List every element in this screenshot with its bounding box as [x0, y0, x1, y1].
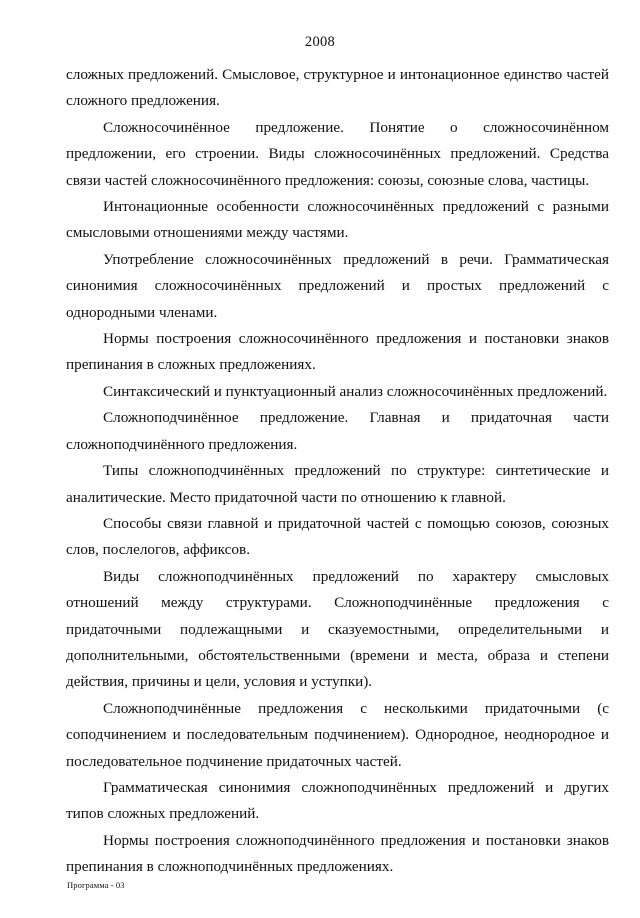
paragraph-complex-norms: Нормы построения сложноподчинённого предложения и постановки знаков препинания в сложноподчинённых предложениях. — [66, 831, 609, 876]
paragraph-multiple-clauses: Сложноподчинённые предложения с несколькими придаточными (с соподчинением и последовательным подчинением). Однородное, неоднородное и последовательное подчинение придаточных частей. — [66, 699, 609, 770]
paragraph-compound-analysis: Синтаксический и пунктуационный анализ сложносочинённых предложений. — [103, 382, 608, 400]
paragraph-complex-types: Типы сложноподчинённых предложений по структуре: синтетические и аналитические. Место придаточной части по отношению к главной. — [66, 462, 609, 506]
page-year: 2008 — [304, 34, 336, 50]
footer-program-label: Программа - 03 — [67, 880, 125, 890]
body-text — [66, 62, 609, 881]
paragraph-compound-sentence: Сложносочинённое предложение. Понятие о сложносочинённом предложении, его строении. Виды сложносочинённых предложений. Средства связи частей сложносочинённого предложения: союзы, союзные слова, частицы. — [66, 118, 609, 189]
paragraph-intonation: Интонационные особенности сложносочинённых предложений с разными смысловыми отношениями между частями. — [66, 198, 609, 242]
paragraph-connection-means: Способы связи главной и придаточной частей с помощью союзов, союзных слов, послелогов, аффиксов. — [66, 514, 609, 559]
paragraph-usage-in-speech: Употребление сложносочинённых предложений в речи. Грамматическая синонимия сложносочинённых предложений и простых предложений с однородными членами. — [66, 250, 609, 321]
paragraph-synonymy: Грамматическая синонимия сложноподчинённых предложений и других типов сложных предложений. — [66, 778, 609, 823]
paragraph-continuation: сложных предложений. Смысловое, структурное и интонационное единство частей сложного предложения. — [66, 66, 609, 110]
paragraph-semantic-kinds: Виды сложноподчинённых предложений по характеру смысловых отношений между структурами. Сложноподчинённые предложения с придаточными подлежащными и сказуемостными, определительными и дополнительными, обстоятельственными (времени и места, образа и степени действия, причины и цели, условия и уступки). — [66, 567, 609, 691]
paragraph-compound-norms: Нормы построения сложносочинённого предложения и постановки знаков препинания в сложных предложениях. — [66, 330, 609, 374]
paragraph-complex-sentence: Сложноподчинённое предложение. Главная и придаточная части сложноподчинённого предложения. — [66, 409, 609, 453]
